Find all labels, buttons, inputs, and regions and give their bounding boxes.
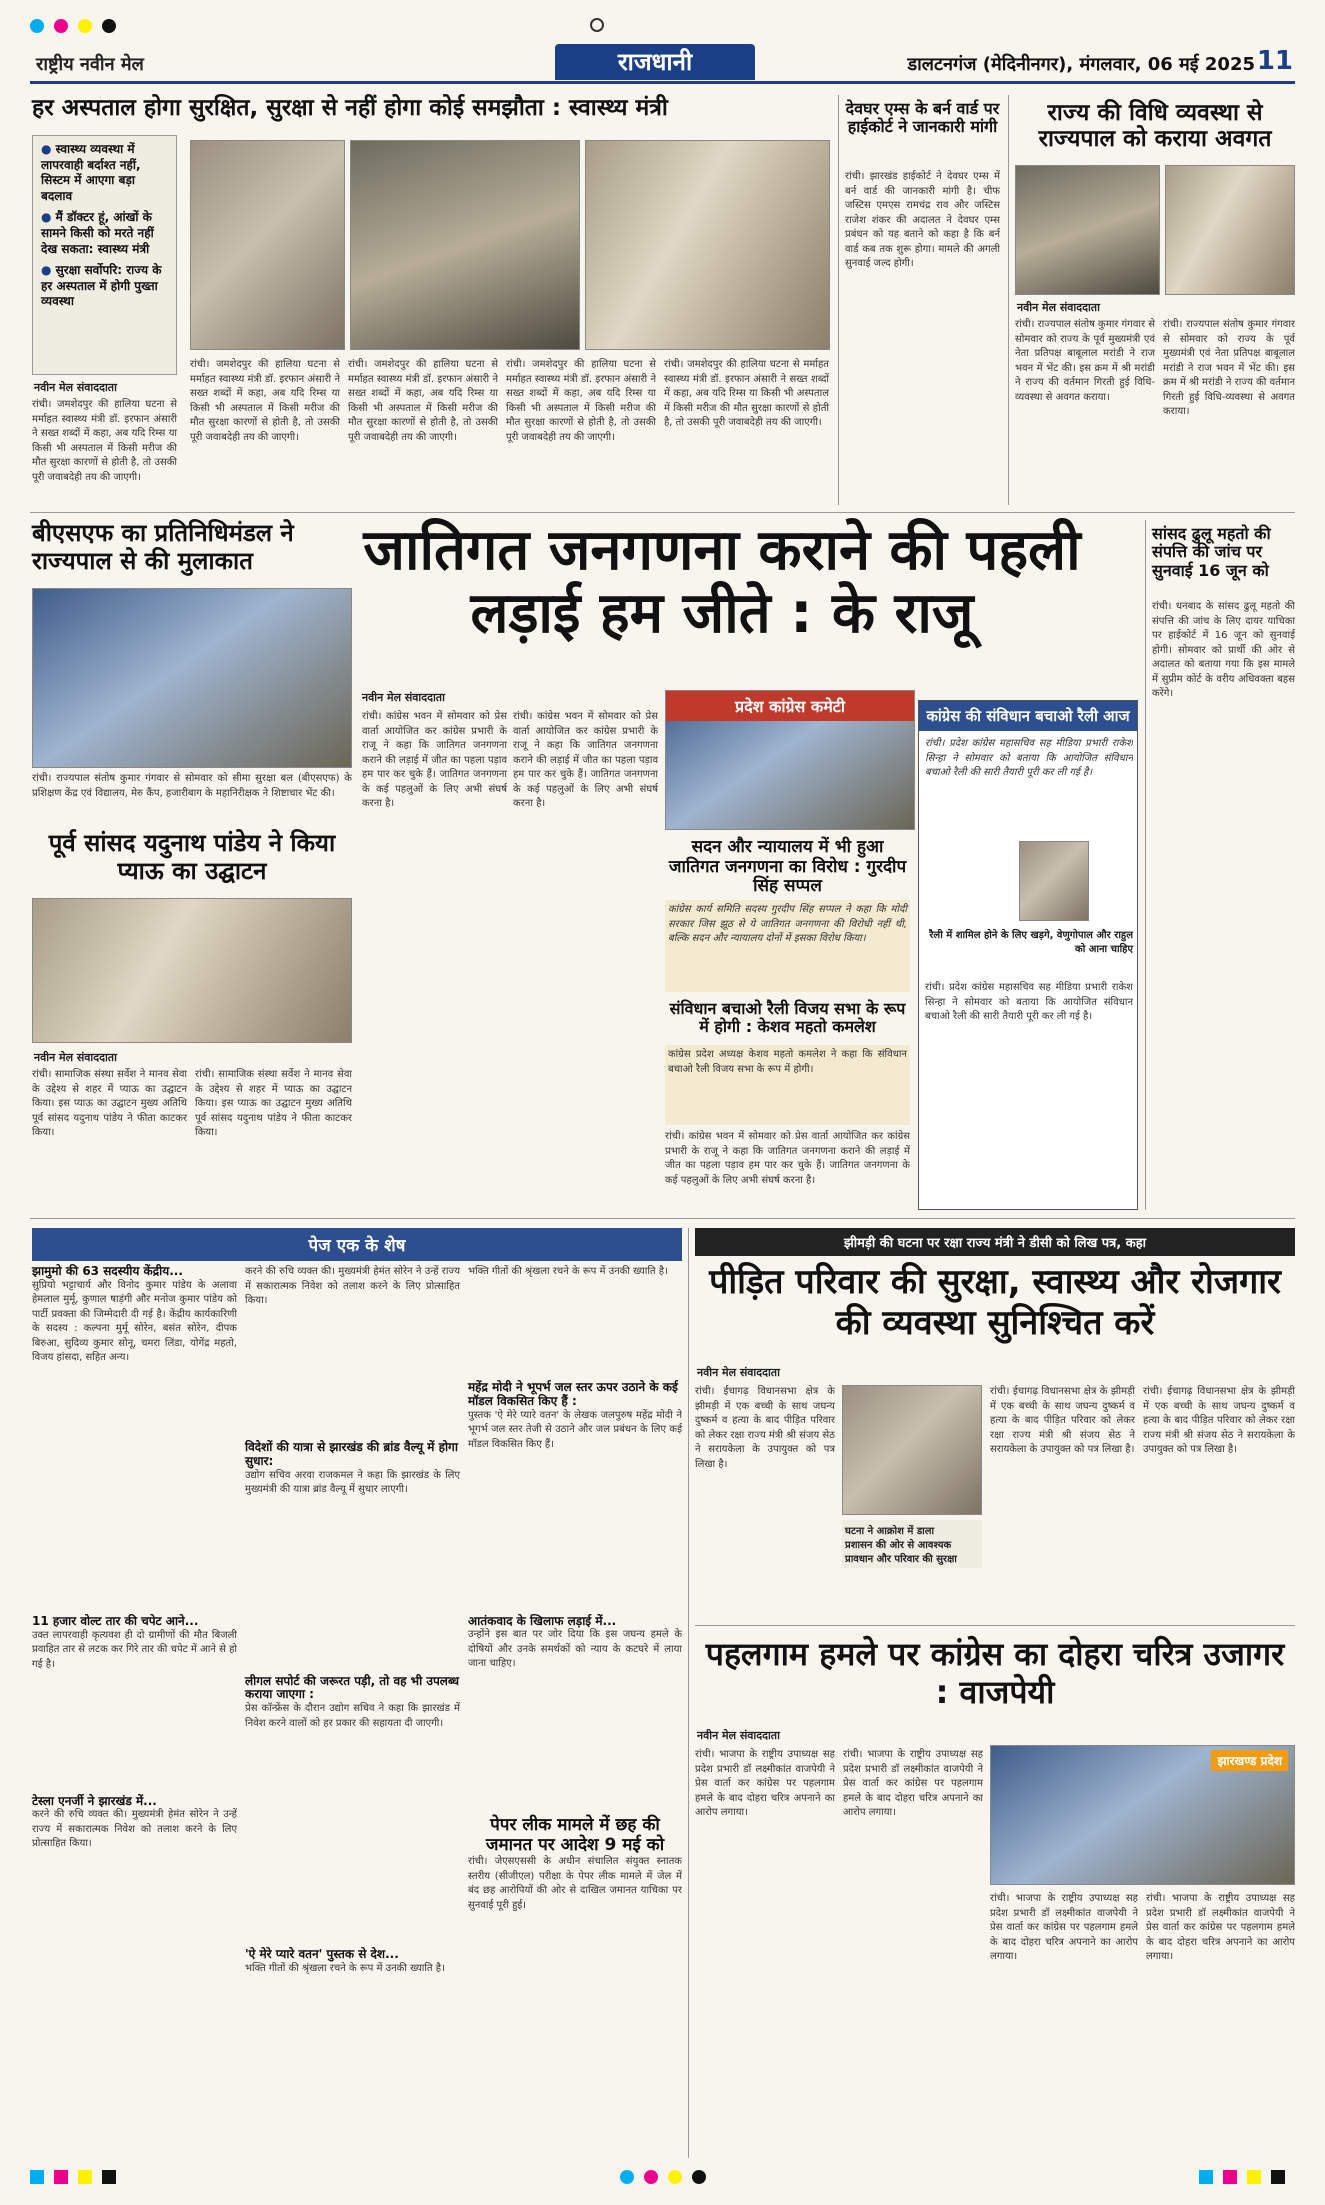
continued-t9: रांची। जेएसएससी के अधीन संचालित संयुक्त स्नातक स्तरीय (सीजीएल) परीक्षा के पेपर लीक मामले में जेल में बंद छह आरोपियों की ओर से दाखिल जमानत याचिका पर सुनवाई पूरी हुई। — [468, 1856, 682, 1911]
continued-col3 — [468, 1265, 682, 2155]
story9-byline: नवीन मेल संवाददाता — [697, 1729, 780, 1742]
continued-h3: टेस्ला एनर्जी ने झारखंड में... — [32, 1793, 157, 1808]
story1-bullets — [32, 135, 177, 375]
color-dots — [30, 2169, 126, 2188]
photo-banner: प्रदेश कांग्रेस कमेटी — [666, 691, 914, 721]
hospital-damage-photo — [350, 140, 580, 350]
spokesperson-photo — [1019, 841, 1089, 921]
story8-text-col1: रांची। ईचागढ़ विधानसभा क्षेत्र के झीमड़ी में एक बच्ची के साथ जघन्य दुष्कर्म व हत्या के बाद पीड़ित परिवार को लेकर रक्षा राज्य मंत्री श्री संजय सेठ ने सरायकेला के उपायुक्त को पत्र लिखा है। — [695, 1386, 835, 1470]
story8-text-col4: रांची। ईचागढ़ विधानसभा क्षेत्र के झीमड़ी में एक बच्ची के साथ जघन्य दुष्कर्म व हत्या के बाद पीड़ित परिवार को लेकर रक्षा राज्य मंत्री श्री संजय सेठ ने सरायकेला के उपायुक्त को पत्र लिखा है। — [1143, 1386, 1295, 1455]
story3-text-col2: रांची। राज्यपाल संतोष कुमार गंगवार से सोमवार को राज्य के पूर्व मुख्यमंत्री एवं नेता प्रतिपक्ष बाबूलाल मरांडी ने राज भवन में भेंट की। इस क्रम में श्री मरांडी ने राज्य की वर्तमान गिरती हुई विधि-व्यवस्था से अवगत कराया। — [1163, 319, 1295, 417]
continued-h1: झामुमो की 63 सदस्यीय केंद्रीय... — [32, 1264, 183, 1278]
story2-text: रांची। झारखंड हाईकोर्ट ने देवघर एम्स में बर्न वार्ड की जानकारी मांगी है। चीफ जस्टिस एमएस रामचंद्र राव और जस्टिस राजेश शंकर की अदालत ने देवघर एम्स प्रबंधन को यह बताने को कहा है कि बर्न वार्ड कब तक शुरू होगा। मामले की अगली सुनवाई जल्द होगी। — [845, 171, 1000, 269]
story4-headline: बीएसएफ का प्रतिनिधिमंडल ने राज्यपाल से की मुलाकात — [32, 519, 294, 575]
story9-headline: पहलगाम हमले पर कांग्रेस का दोहरा चरित्र उजागर : वाजपेयी — [705, 1635, 1285, 1712]
main-byline: नवीन मेल संवाददाता — [362, 691, 445, 704]
bjp-press-photo — [990, 1745, 1295, 1885]
continued-h6: 'ऐ मेरे प्यारे वतन' पुस्तक से देश... — [245, 1947, 399, 1962]
column-rule — [838, 95, 839, 505]
continued-t6b: भक्ति गीतों की श्रृंखला रचने के रूप में उनकी ख्याति है। — [468, 1266, 668, 1277]
main-sub-text: कांग्रेस कार्य समिति सदस्य गुरदीप सिंह सप्पल ने कहा कि मोदी सरकार जिस झूठ से ये जातिगत जनगणना की विरोधी नहीं थी, बल्कि सदन और न्यायालय दोनों में इसका विरोध किया। — [665, 900, 910, 992]
story8-headline: पीड़ित परिवार की सुरक्षा, स्वास्थ्य और रोजगार की व्यवस्था सुनिश्चित करें — [709, 1262, 1281, 1343]
story7-headline: सांसद ढुलू महतो की संपत्ति की जांच पर सुनवाई 16 जून को — [1152, 524, 1271, 580]
continued-h4: विदेशों की यात्रा से झारखंड की ब्रांड वैल्यू में होगा सुधार: — [245, 1440, 458, 1468]
registration-strip-bottom — [30, 2165, 1295, 2189]
story6-box — [918, 700, 1138, 1210]
continued-col2 — [245, 1265, 460, 2155]
bsf-delegation-photo — [32, 588, 352, 768]
row-rule — [30, 512, 1295, 513]
story7-text: रांची। धनबाद के सांसद ढुलू महतो की संपत्ति की जांच के लिए दायर याचिका पर हाईकोर्ट में 16 जून को सुनवाई होगी। सोमवार को प्रार्थी की ओर से अदालत को बताया गया कि इस मामले में सुप्रीम कोर्ट के वरीय अधिवक्ता बहस करेंगे। — [1152, 601, 1295, 699]
story6-text: रांची। प्रदेश कांग्रेस महासचिव सह मीडिया प्रभारी राकेश सिन्हा ने सोमवार को बताया कि आयोजित संविधान बचाओ रैली की सारी तैयारी पूरी कर ली गई है। — [925, 738, 1133, 778]
page-number: 11 — [1256, 46, 1293, 76]
story5-headline: पूर्व सांसद यदुनाथ पांडेय ने किया प्याऊ का उद्घाटन — [48, 829, 336, 885]
story8-byline: नवीन मेल संवाददाता — [697, 1366, 780, 1379]
piyau-inauguration-photo — [32, 898, 352, 1043]
continued-col1 — [32, 1265, 237, 2155]
paper-name: राष्ट्रीय नवीन मेल — [36, 54, 144, 75]
color-dots-right — [1199, 2169, 1295, 2188]
main-headline: जातिगत जनगणना कराने की पहली लड़ाई हम जीते : के राजू — [363, 518, 1081, 646]
registration-strip-top — [30, 14, 1295, 36]
main-text-col1: रांची। कांग्रेस भवन में सोमवार को प्रेस वार्ता आयोजित कर कांग्रेस प्रभारी के राजू ने कहा कि जातिगत जनगणना कराने की लड़ाई में जीत का पहला पड़ाव हम पार कर चुके हैं। जातिगत जनगणना के कई पहलुओं के लिए अभी संघर्ष करना है। — [362, 711, 507, 809]
story4-text: रांची। राज्यपाल संतोष कुमार गंगवार से सोमवार को सीमा सुरक्षा बल (बीएसएफ) के प्रशिक्षण केंद्र एवं विद्यालय, मेरु कैंप, हजारीबाग के महानिरीक्षक ने शिष्टाचार भेंट की। — [32, 773, 352, 799]
continued-t5: प्रेस कॉन्फ्रेंस के दौरान उद्योग सचिव ने कहा कि झारखंड में निवेश करने वालों को हर प्रकार की सहायता दी जाएगी। — [245, 1703, 460, 1729]
story1-headline: हर अस्पताल होगा सुरक्षित, सुरक्षा से नहीं होगा कोई समझौता : स्वास्थ्य मंत्री — [32, 95, 668, 121]
hospital-ceiling-photo — [585, 140, 830, 350]
main-text-col3: रांची। कांग्रेस भवन में सोमवार को प्रेस वार्ता आयोजित कर कांग्रेस प्रभारी के राजू ने कहा कि जातिगत जनगणना कराने की लड़ाई में जीत का पहला पड़ाव हम पार कर चुके हैं। जातिगत जनगणना के कई पहलुओं के लिए अभी संघर्ष करना है। — [665, 1131, 910, 1186]
story3-headline: राज्य की विधि व्यवस्था से राज्यपाल को कराया अवगत — [1038, 100, 1272, 153]
story8-kicker: झीमड़ी की घटना पर रक्षा राज्य मंत्री ने डीसी को लिख पत्र, कहा — [695, 1228, 1295, 1256]
story1-body-col3: रांची। जमशेदपुर की हालिया घटना से मर्माहत स्वास्थ्य मंत्री डॉ. इरफान अंसारी ने सख्त शब्दों में कहा, अब यदि रिम्स या किसी भी अस्पताल में किसी मरीज की मौत सुरक्षा कारणों से होती है, तो उसकी पूरी जवाबदेही तय की जाएगी। — [506, 359, 656, 443]
story5-text-col2: रांची। सामाजिक संस्था सर्वेश ने मानव सेवा के उद्देश्य से शहर में प्याऊ का उद्घाटन किया। इस प्याऊ का उद्घाटन मुख्य अतिथि पूर्व सांसद यदुनाथ पांडेय ने फीता काटकर किया। — [195, 1069, 352, 1138]
color-dots — [30, 18, 126, 37]
story6-photo-caption: रैली में शामिल होने के लिए खड़गे, वेणुगोपाल और राहुल को आना चाहिए — [929, 930, 1133, 955]
column-rule — [1145, 520, 1146, 1210]
story9-text-col4: रांची। भाजपा के राष्ट्रीय उपाध्यक्ष सह प्रदेश प्रभारी डॉ लक्ष्मीकांत वाजपेयी ने प्रेस वार्ता कर कांग्रेस पर पहलगाम हमले के बाद दोहरा चरित्र अपनाने का आरोप लगाया। — [1146, 1893, 1295, 1962]
masthead — [30, 44, 1295, 84]
story3-byline: नवीन मेल संवाददाता — [1017, 301, 1100, 314]
continued-t8: उन्होंने इस बात पर जोर दिया कि इस जघन्य हमले के दोषियों और उनके समर्थकों को न्याय के कटघरे में लाया जाना चाहिए। — [468, 1629, 682, 1670]
story6-text-2: रांची। प्रदेश कांग्रेस महासचिव सह मीडिया प्रभारी राकेश सिन्हा ने सोमवार को बताया कि आयोजित संविधान बचाओ रैली की सारी तैयारी पूरी कर ली गई है। — [925, 982, 1133, 1022]
congress-press-photo — [665, 690, 915, 830]
story5-text: रांची। सामाजिक संस्था सर्वेश ने मानव सेवा के उद्देश्य से शहर में प्याऊ का उद्घाटन किया। इस प्याऊ का उद्घाटन मुख्य अतिथि पूर्व सांसद यदुनाथ पांडेय ने फीता काटकर किया। — [32, 1069, 187, 1138]
continued-t2: उक्त लापरवाही कृत्यवश ही दो ग्रामीणों की मौत बिजली प्रवाहित तार से लटक कर गिरे तार की चपेट में आने से हो गई है। — [32, 1629, 237, 1670]
story9-text-col2: रांची। भाजपा के राष्ट्रीय उपाध्यक्ष सह प्रदेश प्रभारी डॉ लक्ष्मीकांत वाजपेयी ने प्रेस वार्ता कर कांग्रेस पर पहलगाम हमले के बाद दोहरा चरित्र अपनाने का आरोप लगाया। — [843, 1749, 983, 1818]
bullet-item: ● मैं डॉक्टर हूं, आंखों के सामने किसी को मरते नहीं देख सकता: स्वास्थ्य मंत्री — [41, 210, 168, 257]
continued-h9: पेपर लीक मामले में छह की जमानत पर आदेश 9 मई को — [485, 1815, 665, 1855]
continued-t6: भक्ति गीतों की श्रृंखला रचने के रूप में उनकी ख्याति है। — [245, 1962, 445, 1974]
photo-note: प्रशासन की ओर से आवश्यक प्रावधान और परिवार की सुरक्षा — [845, 1540, 957, 1565]
story1-lead: रांची। जमशेदपुर की हालिया घटना से मर्माहत स्वास्थ्य मंत्री डॉ. इरफान अंसारी ने सख्त शब्दों में कहा, अब यदि रिम्स या किसी भी अस्पताल में किसी मरीज की मौत सुरक्षा कारणों से होती है, तो उसकी पूरी जवाबदेही तय की जाएगी। — [32, 399, 177, 483]
bullet-item: ● स्वास्थ्य व्यवस्था में लापरवाही बर्दाश्त नहीं, सिस्टम में आएगा बड़ा बदलाव — [41, 142, 168, 204]
story1-body-col4: रांची। जमशेदपुर की हालिया घटना से मर्माहत स्वास्थ्य मंत्री डॉ. इरफान अंसारी ने सख्त शब्दों में कहा, अब यदि रिम्स या किसी भी अस्पताल में किसी मरीज की मौत सुरक्षा कारणों से होती है, तो उसकी पूरी जवाबदेही तय की जाएगी। — [664, 359, 829, 428]
column-rule — [688, 1228, 689, 2158]
story9-text-col1: रांची। भाजपा के राष्ट्रीय उपाध्यक्ष सह प्रदेश प्रभारी डॉ लक्ष्मीकांत वाजपेयी ने प्रेस वार्ता कर कांग्रेस पर पहलगाम हमले के बाद दोहरा चरित्र अपनाने का आरोप लगाया। — [695, 1749, 835, 1818]
continued-t3: करने की रुचि व्यक्त की। मुख्यमंत्री हेमंत सोरेन ने उन्हें राज्य में सकारात्मक निवेश को तलाश करने के लिए प्रोत्साहित किया। — [32, 1809, 237, 1850]
continued-t7: पुस्तक 'ऐ मेरे प्यारे वतन' के लेखक जलपुरुष महेंद्र मोदी ने भूगर्भ जल स्तर तेजी से उठाने और जल प्रबंधन के लिए कई मॉडल विकसित किए हैं। — [468, 1409, 682, 1450]
governor-meeting-photo-1 — [1015, 165, 1160, 295]
defence-minister-photo — [842, 1385, 982, 1515]
minister-photo — [190, 140, 345, 350]
row-rule — [30, 1218, 1295, 1219]
story6-headline: कांग्रेस की संविधान बचाओ रैली आज — [919, 701, 1137, 731]
governor-meeting-photo-2 — [1165, 165, 1295, 295]
story8-photo-notes — [842, 1520, 982, 1568]
story8-text-col3: रांची। ईचागढ़ विधानसभा क्षेत्र के झीमड़ी में एक बच्ची के साथ जघन्य दुष्कर्म व हत्या के बाद पीड़ित परिवार को लेकर रक्षा राज्य मंत्री श्री संजय सेठ ने सरायकेला के उपायुक्त को पत्र लिखा है। — [990, 1386, 1135, 1455]
continued-h7: महेंद्र मोदी ने भूपर्भ जल स्तर ऊपर उठाने के कई मॉडल विकसित किए हैं : — [468, 1380, 678, 1408]
continued-t3b: करने की रुचि व्यक्त की। मुख्यमंत्री हेमंत सोरेन ने उन्हें राज्य में सकारात्मक निवेश को तलाश करने के लिए प्रोत्साहित किया। — [245, 1266, 460, 1306]
continued-t1: सुप्रियो भट्टाचार्य और विनोद कुमार पांडेय के अलावा हेमलाल मुर्मू, कुणाल षाड़ंगी और मनोज कुमार पांडेय को पार्टी प्रवक्ता की जिम्मेदारी दी गई है। केंद्रीय कार्यकारिणी के सदस्य : कल्पना मुर्मू सोरेन, बसंत सोरेन, दीपक बिरुआ, सुदिव्य कुमार सोनू, चमरा लिंडा, योगेंद्र महतो, विजय हांसदा, सहित अन्य। — [32, 1279, 237, 1364]
main-sub-text-2: कांग्रेस प्रदेश अध्यक्ष केशव महतो कमलेश ने कहा कि संविधान बचाओ रैली विजय सभा के रूप में होगी। — [665, 1045, 910, 1125]
story1-body-col2: रांची। जमशेदपुर की हालिया घटना से मर्माहत स्वास्थ्य मंत्री डॉ. इरफान अंसारी ने सख्त शब्दों में कहा, अब यदि रिम्स या किसी भी अस्पताल में किसी मरीज की मौत सुरक्षा कारणों से होती है, तो उसकी पूरी जवाबदेही तय की जाएगी। — [348, 359, 498, 443]
column-rule — [1008, 95, 1009, 505]
row-rule — [695, 1625, 1295, 1626]
continued-t4: उद्योग सचिव अरवा राजकमल ने कहा कि झारखंड के लिए मुख्यमंत्री की यात्रा ब्रांड वैल्यू में सुधार लाएगी। — [245, 1469, 460, 1496]
main-text-col2: रांची। कांग्रेस भवन में सोमवार को प्रेस वार्ता आयोजित कर कांग्रेस प्रभारी के राजू ने कहा कि जातिगत जनगणना कराने की लड़ाई में जीत का पहला पड़ाव हम पार कर चुके हैं। जातिगत जनगणना के कई पहलुओं के लिए अभी संघर्ष करना है। — [513, 711, 658, 809]
story1-byline: नवीन मेल संवाददाता — [34, 381, 117, 394]
registration-mark — [590, 18, 604, 32]
story1-body-col1: रांची। जमशेदपुर की हालिया घटना से मर्माहत स्वास्थ्य मंत्री डॉ. इरफान अंसारी ने सख्त शब्दों में कहा, अब यदि रिम्स या किसी भी अस्पताल में किसी मरीज की मौत सुरक्षा कारणों से होती है, तो उसकी पूरी जवाबदेही तय की जाएगी। — [190, 359, 340, 443]
photo-note: घटना ने आक्रोश में डाला — [845, 1526, 935, 1537]
continued-h2: 11 हजार वोल्ट तार की चपेट आने... — [32, 1613, 199, 1628]
main-sub-headline: सदन और न्यायालय में भी हुआ जातिगत जनगणना का विरोध : गुरदीप सिंह सप्पल — [668, 837, 907, 897]
main-sub-headline-2: संविधान बचाओ रैली विजय सभा के रूप में होगी : केशव महतो कमलेश — [669, 999, 906, 1037]
continued-h8: आतंकवाद के खिलाफ लड़ाई में... — [468, 1613, 617, 1628]
story5-byline: नवीन मेल संवाददाता — [34, 1051, 117, 1064]
continued-bar: पेज एक के शेष — [32, 1228, 682, 1261]
section-tag: राजधानी — [555, 44, 755, 80]
story2-headline: देवघर एम्स के बर्न वार्ड पर हाईकोर्ट ने जानकारी मांगी — [845, 99, 1000, 137]
continued-h5: लीगल सपोर्ट की जरूरत पड़ी, तो वह भी उपलब्ध कराया जाएगा : — [245, 1673, 460, 1702]
photo-banner: झारखण्ड प्रदेश — [1211, 1750, 1288, 1771]
dateline: डालटनगंज (मेदिनीनगर), मंगलवार, 06 मई 2025 — [907, 54, 1255, 75]
story9-text-col3: रांची। भाजपा के राष्ट्रीय उपाध्यक्ष सह प्रदेश प्रभारी डॉ लक्ष्मीकांत वाजपेयी ने प्रेस वार्ता कर कांग्रेस पर पहलगाम हमले के बाद दोहरा चरित्र अपनाने का आरोप लगाया। — [990, 1893, 1138, 1962]
color-dots-center — [620, 2169, 716, 2188]
bullet-item: ● सुरक्षा सर्वोपरि: राज्य के हर अस्पताल में होगी पुख्ता व्यवस्था — [41, 263, 168, 310]
story3-text-col1: रांची। राज्यपाल संतोष कुमार गंगवार से सोमवार को राज्य के पूर्व मुख्यमंत्री एवं नेता प्रतिपक्ष बाबूलाल मरांडी ने राज भवन में भेंट की। इस क्रम में श्री मरांडी ने राज्य की वर्तमान गिरती हुई विधि-व्यवस्था से अवगत कराया। — [1015, 319, 1155, 403]
